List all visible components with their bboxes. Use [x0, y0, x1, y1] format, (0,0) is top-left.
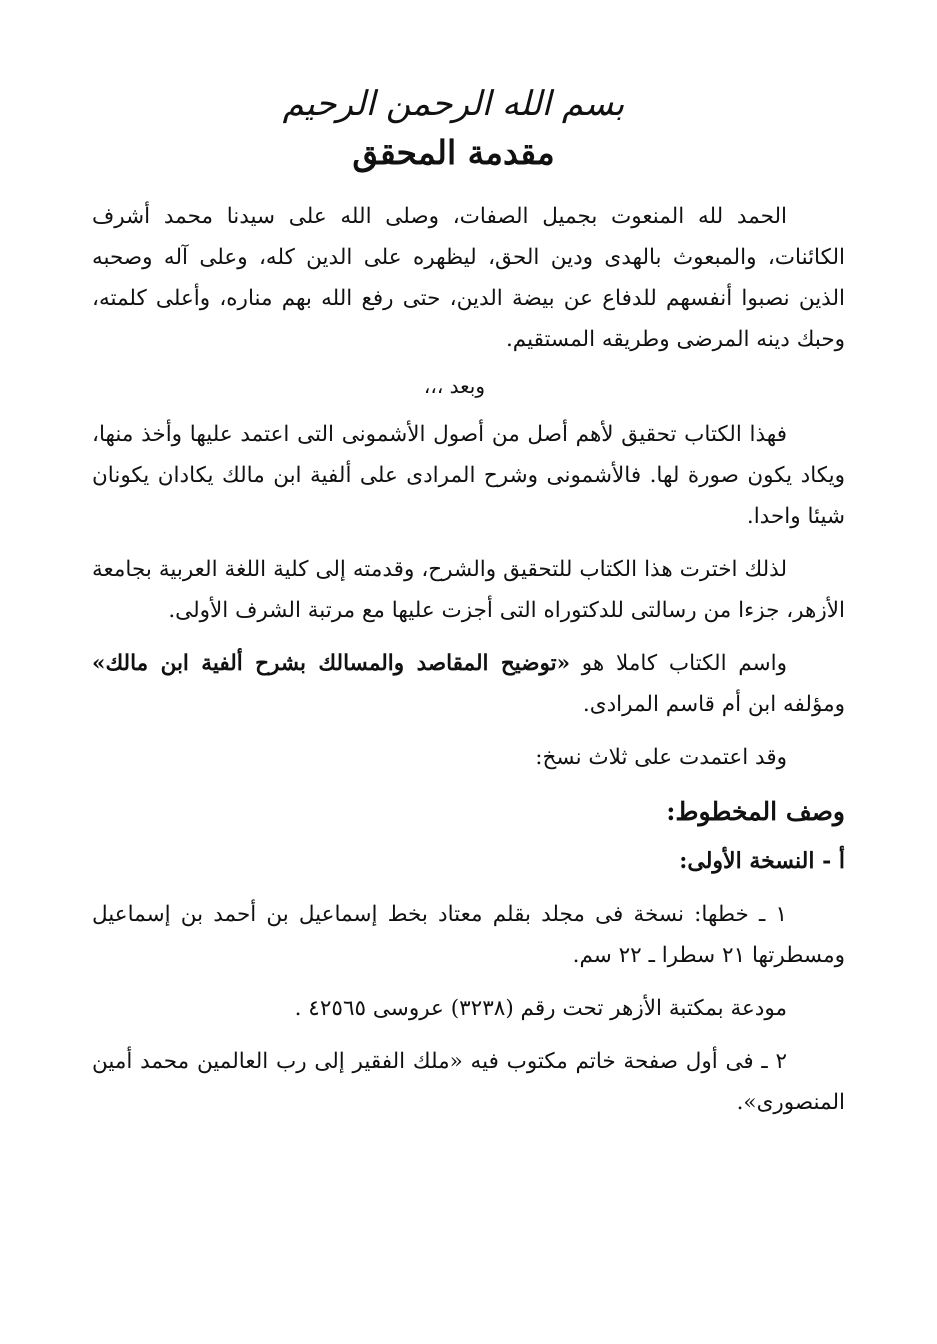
item-handwriting: ١ ـ خطها: نسخة فى مجلد بقلم معتاد بخط إسماعيل بن أحمد بن إسماعيل ومسطرتها ٢١ سطرا ـ ٢٢ سم.: [92, 901, 845, 968]
paragraph-book-name: [92, 643, 845, 725]
page-title: مقدمة المحقق: [352, 132, 555, 172]
paragraph-praise: الحمد لله المنعوت بجميل الصفات، وصلى الله على سيدنا محمد أشرف الكائنات، والمبعوث بالهدى ودين الحق، ليظهره على الدين كله، وعلى آله وصحبه الذين نصبوا أنفسهم للدفاع عن بيضة الدين، حتى رفع الله بهم مناره، وأعلى كلمته، وحبك دينه المرضى وطريقه المستقيم.: [92, 204, 845, 353]
wabad-line: وبعد ،،،: [423, 374, 485, 399]
item-stamp: ٢ ـ فى أول صفحة خاتم مكتوب فيه «ملك الفقير إلى رب العالمين محمد أمين المنصورى».: [92, 1048, 845, 1115]
manuscripts-count-line: وقد اعتمدت على ثلاث نسخ:: [535, 745, 787, 771]
subsection-first-copy: أ - النسخة الأولى:: [679, 848, 845, 875]
paragraph-book-intro: فهذا الكتاب تحقيق لأهم أصل من أصول الأشمونى التى اعتمد عليها وأخذ منها، ويكاد يكون صورة لها. فالأشمونى وشرح المرادى على ألفية ابن مالك يكادان يكونان شيئا واحدا.: [92, 422, 845, 530]
deposit-line: مودعة بمكتبة الأزهر تحت رقم (٣٢٣٨) عروسى ٤٢٥٦٥ .: [294, 995, 787, 1021]
paragraph-selection: لذلك اخترت هذا الكتاب للتحقيق والشرح، وقدمته إلى كلية اللغة العربية بجامعة الأزهر، جزءا من رسالتى للدكتوراه التى أجزت عليها مع مرتبة الشرف الأولى.: [92, 557, 845, 624]
book-author-line: ومؤلفه ابن أم قاسم المرادى.: [582, 692, 845, 718]
section-title-manuscript: وصف المخطوط:: [666, 797, 845, 827]
book-full-title: «توضيح المقاصد والمسالك بشرح ألفية ابن مالك»: [92, 651, 571, 677]
basmala: بسم الله الرحمن الرحيم: [282, 84, 625, 124]
book-name-prefix: واسم الكتاب كاملا هو: [570, 651, 787, 677]
